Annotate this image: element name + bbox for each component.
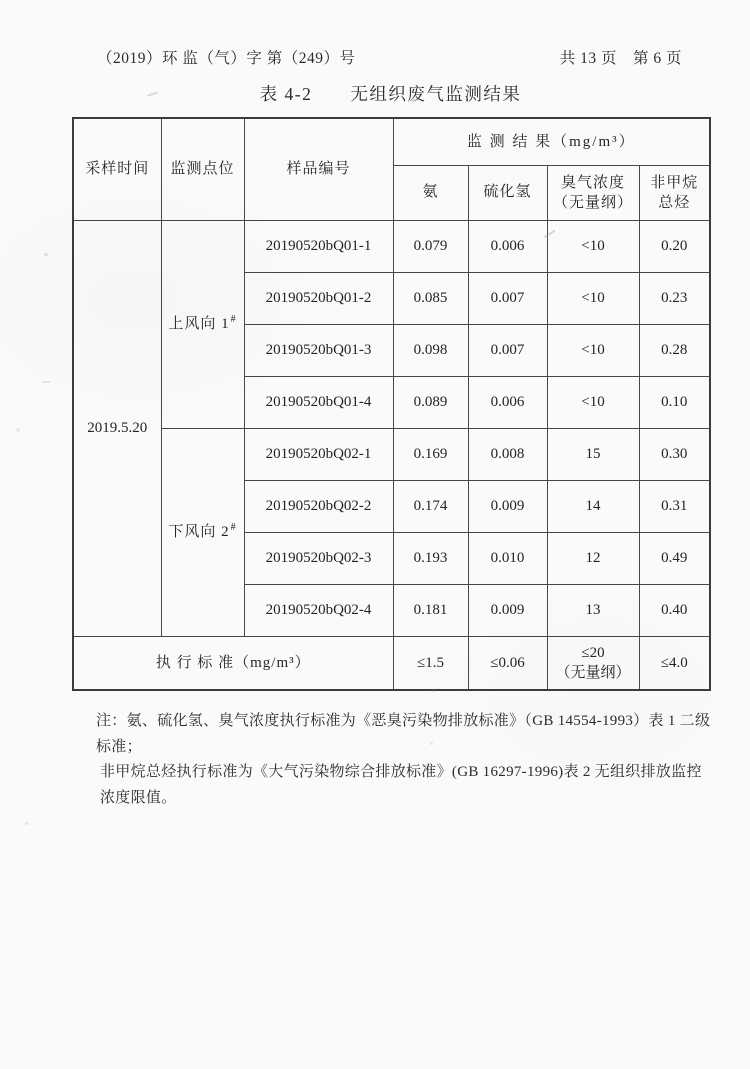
scan-speck [44, 253, 48, 256]
value-nh3: 0.089 [393, 376, 468, 428]
sample-id: 20190520bQ01-4 [244, 376, 393, 428]
table-title: 表 4-2 无组织废气监测结果 [259, 84, 522, 104]
page-indicator: 共 13 页 第 6 页 [559, 50, 682, 67]
footnote-line2: 非甲烷总烃执行标准为《大气污染物综合排放标准》(GB 16297-1996)表 2 无组织排放监控浓度限值。 [100, 764, 702, 806]
value-h2s: 0.008 [468, 428, 547, 480]
table-row [73, 220, 710, 272]
col-header-hydrogen-sulfide: 硫化氢 [468, 165, 547, 220]
scan-speck [431, 689, 434, 692]
value-nmhc: 0.30 [639, 428, 710, 480]
standard-nh3: ≤1.5 [393, 636, 468, 690]
value-odor: <10 [547, 324, 639, 376]
monitoring-point-downwind: 下风向 2# [161, 428, 244, 636]
scan-speck [430, 742, 433, 745]
value-nmhc: 0.49 [639, 532, 710, 584]
value-odor: 14 [547, 480, 639, 532]
scan-speck [25, 822, 28, 825]
standard-odor: ≤20 （无量纲） [547, 636, 639, 690]
standard-row [73, 636, 710, 690]
value-odor: <10 [547, 376, 639, 428]
standard-nmhc: ≤4.0 [639, 636, 710, 690]
value-h2s: 0.007 [468, 324, 547, 376]
col-header-ammonia: 氨 [393, 165, 468, 220]
standard-label: 执 行 标 准（mg/m³） [73, 636, 393, 690]
value-nmhc: 0.23 [639, 272, 710, 324]
value-nh3: 0.174 [393, 480, 468, 532]
value-h2s: 0.007 [468, 272, 547, 324]
col-header-monitoring-point: 监测点位 [161, 118, 244, 220]
scan-speck [429, 90, 432, 93]
value-nh3: 0.079 [393, 220, 468, 272]
table-row [73, 428, 710, 480]
value-nmhc: 0.20 [639, 220, 710, 272]
document-header [97, 0, 682, 68]
value-nmhc: 0.28 [639, 324, 710, 376]
value-nmhc: 0.40 [639, 584, 710, 636]
col-header-sample-no: 样品编号 [244, 118, 393, 220]
value-h2s: 0.009 [468, 480, 547, 532]
footnote [96, 709, 712, 811]
value-nh3: 0.169 [393, 428, 468, 480]
sample-id: 20190520bQ02-1 [244, 428, 393, 480]
col-header-sampling-time: 采样时间 [73, 118, 161, 220]
monitoring-point-upwind: 上风向 1# [161, 220, 244, 428]
value-odor: <10 [547, 272, 639, 324]
value-h2s: 0.006 [468, 220, 547, 272]
sample-id: 20190520bQ01-2 [244, 272, 393, 324]
sample-id: 20190520bQ02-2 [244, 480, 393, 532]
value-nmhc: 0.10 [639, 376, 710, 428]
sample-id: 20190520bQ01-1 [244, 220, 393, 272]
col-header-results-group: 监 测 结 果（mg/m³） [393, 118, 710, 165]
scan-speck [42, 381, 50, 383]
sample-id: 20190520bQ01-3 [244, 324, 393, 376]
value-h2s: 0.006 [468, 376, 547, 428]
value-odor: 13 [547, 584, 639, 636]
value-odor: 12 [547, 532, 639, 584]
value-odor: <10 [547, 220, 639, 272]
standard-h2s: ≤0.06 [468, 636, 547, 690]
scan-speck [16, 428, 20, 432]
value-nh3: 0.085 [393, 272, 468, 324]
value-h2s: 0.009 [468, 584, 547, 636]
value-h2s: 0.010 [468, 532, 547, 584]
monitoring-results-table [72, 117, 711, 691]
value-nmhc: 0.31 [639, 480, 710, 532]
document-number: （2019）环 监（气）字 第（249）号 [97, 50, 356, 67]
footnote-line1: 注：氨、硫化氢、臭气浓度执行标准为《恶臭污染物排放标准》（GB 14554-1993）表 1 二级标准； [96, 713, 711, 755]
sample-id: 20190520bQ02-4 [244, 584, 393, 636]
value-odor: 15 [547, 428, 639, 480]
sample-id: 20190520bQ02-3 [244, 532, 393, 584]
value-nh3: 0.193 [393, 532, 468, 584]
value-nh3: 0.181 [393, 584, 468, 636]
col-header-nmhc: 非甲烷 总烃 [639, 165, 710, 220]
sampling-date: 2019.5.20 [73, 220, 161, 636]
value-nh3: 0.098 [393, 324, 468, 376]
col-header-odor: 臭气浓度 （无量纲） [547, 165, 639, 220]
